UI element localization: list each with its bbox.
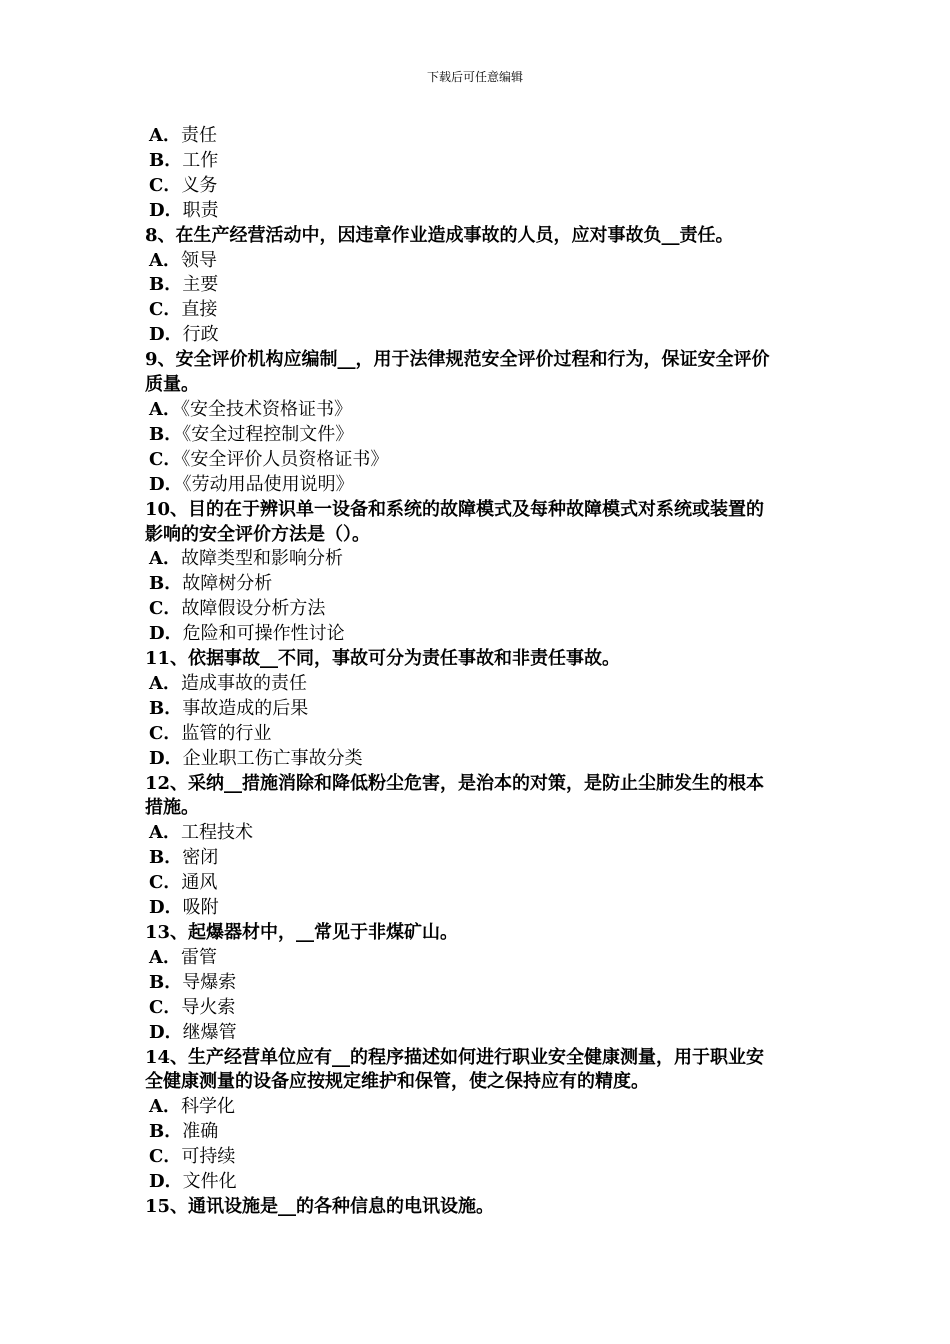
option-text: 准确: [182, 1121, 219, 1143]
option-letter: D．: [149, 324, 183, 346]
option-letter: A．: [149, 672, 181, 694]
answer-option: [145, 249, 810, 274]
question-text: 措施。: [145, 797, 199, 819]
option-text: 事故造成的后果: [182, 697, 309, 719]
question-text: 15、通讯设施是__的各种信息的电讯设施。: [145, 1195, 495, 1217]
option-text: 导爆索: [182, 971, 237, 993]
answer-option: [145, 722, 810, 747]
option-letter: A．: [149, 822, 181, 844]
answer-option: [145, 996, 810, 1021]
answer-option: [145, 149, 810, 174]
option-letter: C．: [149, 1146, 182, 1168]
question-text: 质量。: [145, 374, 199, 396]
answer-option: [145, 1145, 810, 1170]
option-text: 危险和可操作性讨论: [182, 623, 345, 645]
answer-option: [145, 622, 810, 647]
option-text: 工作: [182, 149, 219, 171]
answer-option: [145, 273, 810, 298]
option-letter: D．: [149, 1171, 183, 1193]
option-letter: A．: [149, 398, 181, 420]
option-text: 工程技术: [180, 822, 253, 844]
option-text: 雷管: [180, 946, 217, 968]
option-text: 导火索: [181, 996, 236, 1018]
option-letter: A．: [149, 1096, 181, 1118]
option-text: 造成事故的责任: [180, 672, 307, 694]
answer-option: [145, 597, 810, 622]
answer-option: [145, 572, 810, 597]
answer-option: [145, 473, 810, 498]
answer-option: [145, 946, 810, 971]
option-letter: A．: [149, 125, 181, 146]
question-text: 14、生产经营单位应有__的程序描述如何进行职业安全健康测量，用于职业安: [145, 1046, 765, 1068]
answer-option: [145, 1120, 810, 1145]
answer-option: [145, 448, 810, 473]
option-text: 吸附: [182, 897, 219, 919]
option-letter: B．: [149, 1121, 183, 1143]
option-letter: B．: [149, 697, 183, 719]
answer-option: [145, 1021, 810, 1046]
answer-option: [145, 323, 810, 348]
option-text: 主要: [182, 274, 219, 296]
option-letter: A．: [149, 249, 181, 271]
answer-option: [145, 423, 810, 448]
answer-option: [145, 398, 810, 423]
question-text: 9、安全评价机构应编制__，用于法律规范安全评价过程和行为，保证安全评价: [145, 349, 770, 371]
answer-option: [145, 672, 810, 697]
option-letter: C．: [149, 174, 182, 196]
question-text: 全健康测量的设备应按规定维护和保管，使之保持应有的精度。: [145, 1071, 649, 1093]
option-letter: C．: [149, 299, 182, 321]
option-text: 职责: [182, 199, 219, 221]
option-text: 行政: [182, 324, 219, 346]
answer-option: [145, 971, 810, 996]
option-text: 继爆管: [182, 1021, 237, 1043]
option-letter: D．: [149, 473, 183, 495]
question-list: [145, 124, 810, 1220]
option-text: 故障树分析: [182, 573, 273, 595]
question-text: 11、依据事故__不同，事故可分为责任事故和非责任事故。: [145, 648, 621, 670]
answer-option: [145, 124, 810, 149]
option-text: 通风: [181, 872, 218, 894]
option-letter: B．: [149, 847, 183, 869]
option-text: 领导: [180, 249, 217, 271]
option-letter: B．: [149, 274, 183, 296]
option-text: 《安全评价人员资格证书》: [181, 448, 389, 470]
answer-option: [145, 846, 810, 871]
option-letter: D．: [149, 1021, 183, 1043]
option-letter: C．: [149, 996, 182, 1018]
option-text: 可持续: [181, 1146, 236, 1168]
answer-option: [145, 747, 810, 772]
option-text: 文件化: [182, 1171, 237, 1193]
option-letter: C．: [149, 872, 182, 894]
option-letter: A．: [149, 548, 181, 570]
option-text: 科学化: [180, 1096, 235, 1118]
answer-option: [145, 821, 810, 846]
option-letter: B．: [149, 971, 183, 993]
option-text: 故障假设分析方法: [181, 598, 326, 620]
option-text: 监管的行业: [181, 722, 272, 744]
option-text: 直接: [181, 299, 218, 321]
answer-option: [145, 896, 810, 921]
option-letter: A．: [149, 946, 181, 968]
option-text: 义务: [181, 174, 218, 196]
option-text: 《安全过程控制文件》: [182, 423, 354, 445]
question-text: 8、在生产经营活动中，因违章作业造成事故的人员，应对事故负__责任。: [145, 224, 734, 246]
page-header: 下载后可任意编辑: [426, 70, 523, 84]
option-letter: B．: [149, 423, 183, 445]
answer-option: [145, 199, 810, 224]
answer-option: [145, 298, 810, 323]
option-letter: C．: [149, 448, 182, 470]
question-text: 10、目的在于辨识单一设备和系统的故障模式及每种故障模式对系统或装置的: [145, 498, 765, 520]
answer-option: [145, 1170, 810, 1195]
option-letter: B．: [149, 573, 183, 595]
option-text: 企业职工伤亡事故分类: [182, 747, 363, 769]
option-letter: D．: [149, 623, 183, 645]
option-text: 密闭: [182, 847, 219, 869]
option-text: 《安全技术资格证书》: [180, 398, 352, 420]
option-letter: D．: [149, 747, 183, 769]
option-letter: B．: [149, 149, 183, 171]
option-text: 《劳动用品使用说明》: [182, 473, 354, 495]
answer-option: [145, 1095, 810, 1120]
option-letter: C．: [149, 598, 182, 620]
answer-option: [145, 547, 810, 572]
option-letter: D．: [149, 199, 183, 221]
option-text: 责任: [180, 125, 217, 146]
option-letter: D．: [149, 897, 183, 919]
answer-option: [145, 174, 810, 199]
option-letter: C．: [149, 722, 182, 744]
answer-option: [145, 871, 810, 896]
option-text: 故障类型和影响分析: [180, 548, 343, 570]
question-text: 影响的安全评价方法是（）。: [145, 523, 370, 545]
question-text: 13、起爆器材中，__常见于非煤矿山。: [145, 922, 459, 943]
answer-option: [145, 697, 810, 722]
question-text: 12、采纳__措施消除和降低粉尘危害，是治本的对策，是防止尘肺发生的根本: [145, 772, 765, 794]
